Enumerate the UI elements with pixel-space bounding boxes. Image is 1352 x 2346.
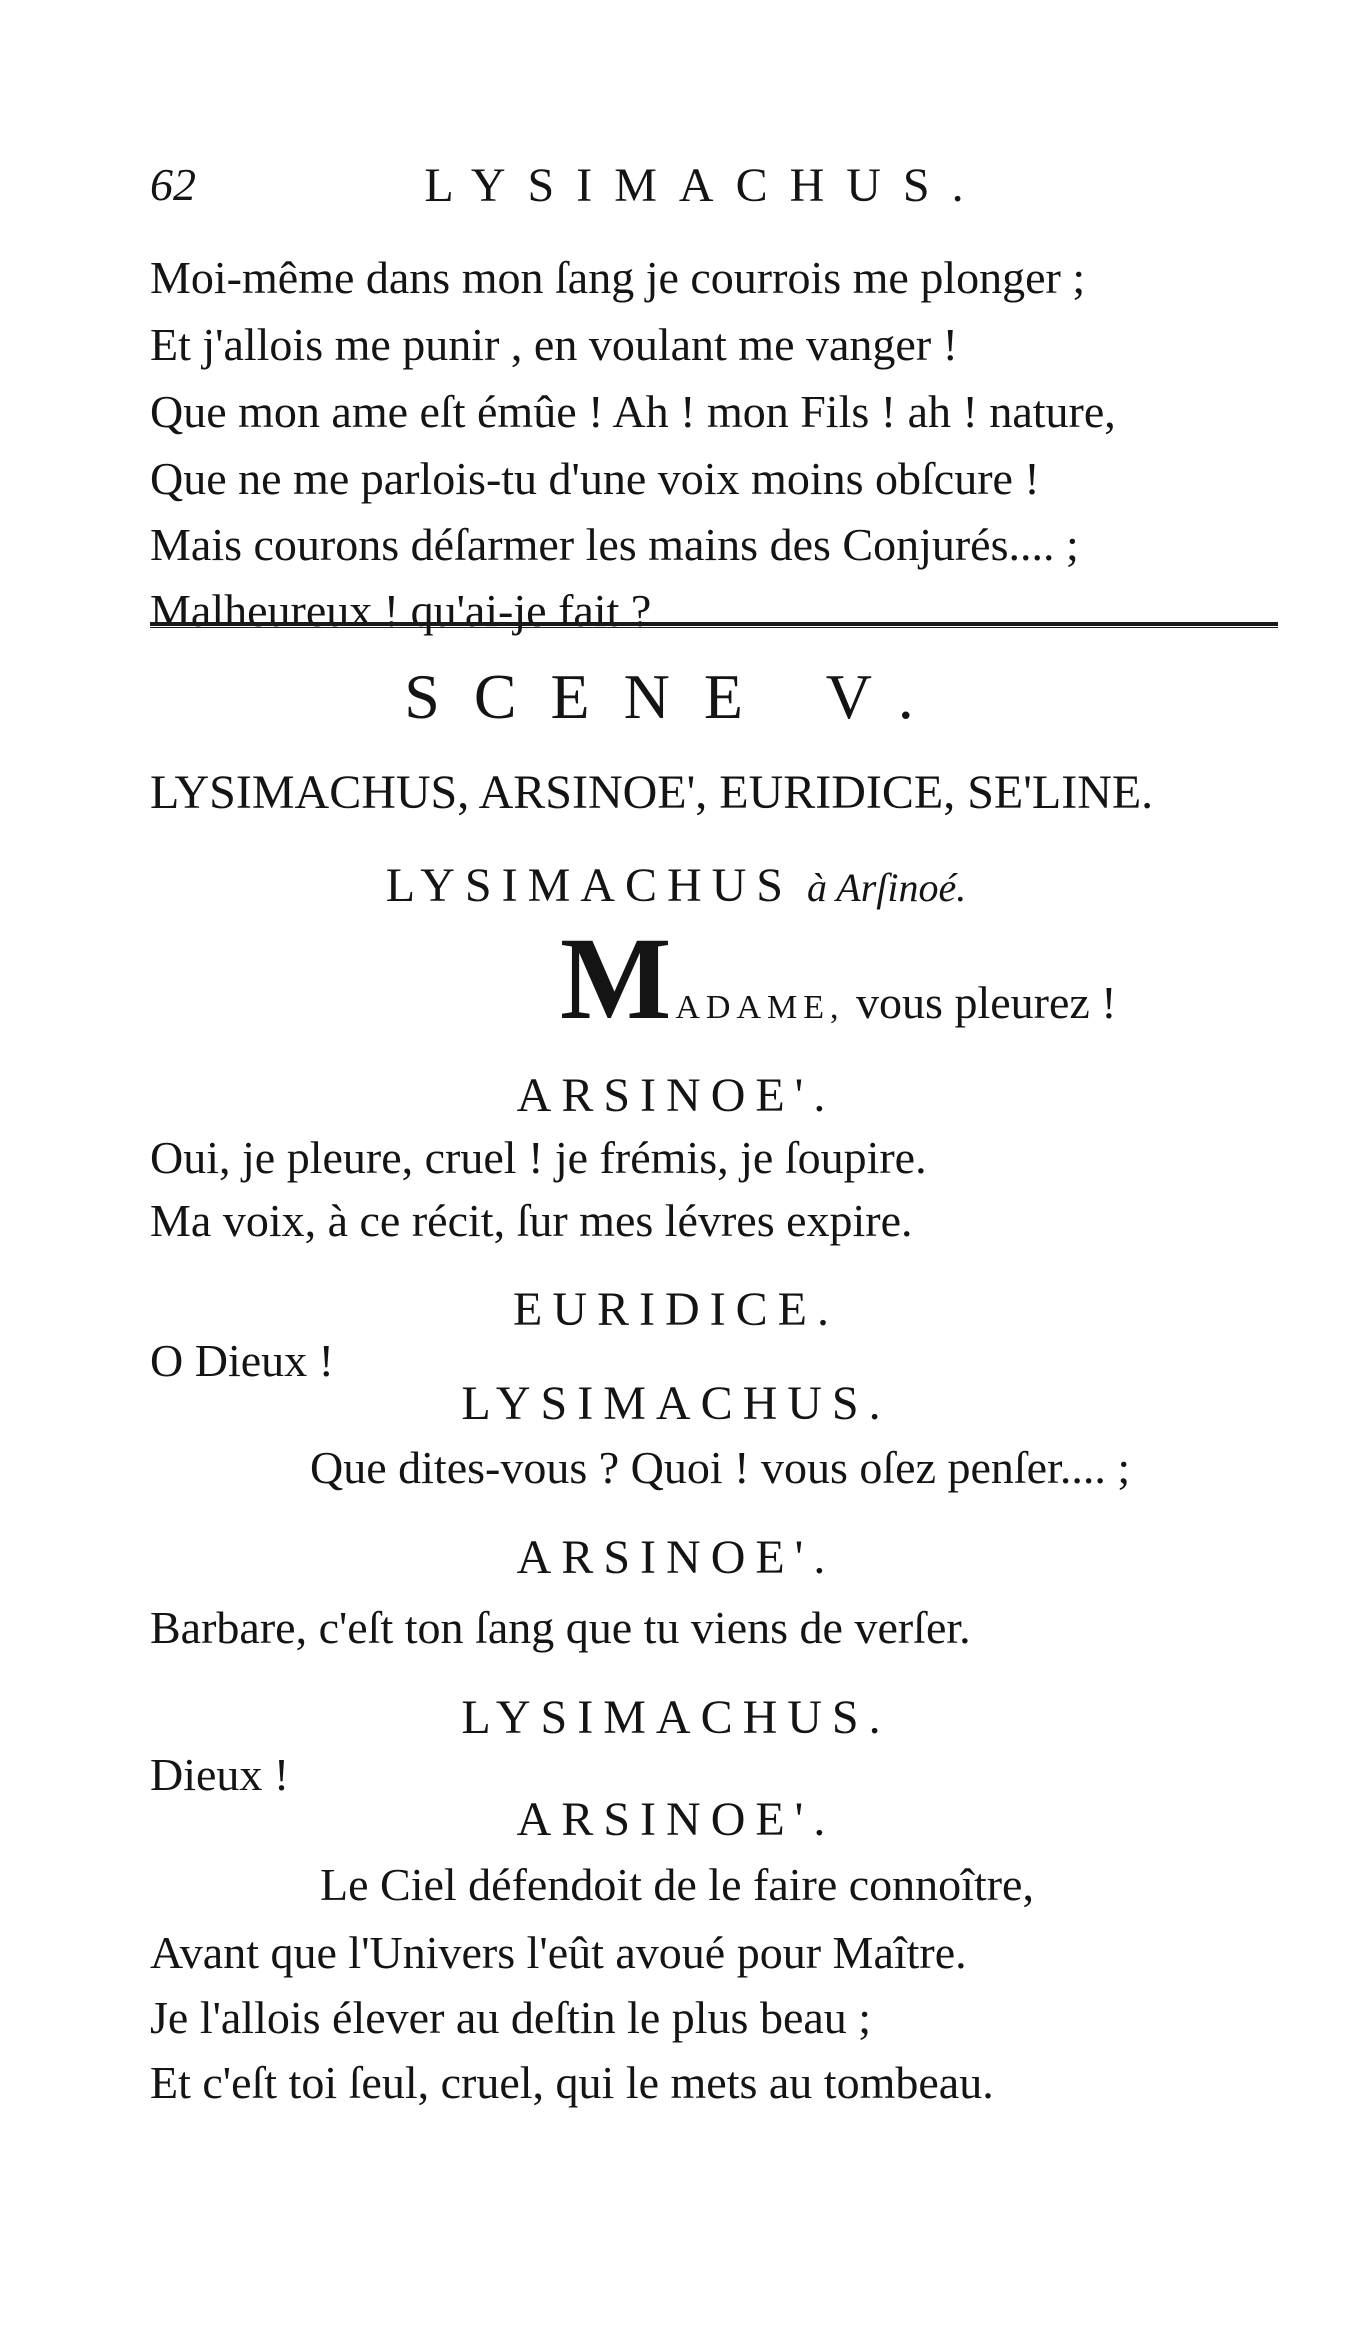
scene-title: SCENE V.: [404, 661, 948, 732]
verse-line: O Dieux !: [150, 1335, 334, 1386]
speaker-label: LYSIMACHUS: [385, 859, 793, 912]
verse-line: Et j'allois me punir , en voulant me vanger !: [150, 319, 958, 370]
verse-line: Avant que l'Univers l'eût avoué pour Maître.: [150, 1927, 967, 1978]
page-header: [150, 158, 1260, 228]
verse-line: Mais courons déſarmer les mains des Conjurés.... ;: [150, 519, 1079, 570]
verse-line: Oui, je pleure, cruel ! je frémis, je ſoupire.: [150, 1132, 927, 1183]
speaker-name: EURIDICE.: [513, 1283, 839, 1336]
speaker-name: LYSIMACHUS.: [461, 1377, 891, 1430]
verse-line: Barbare, c'eſt ton ſang que tu viens de verſer.: [150, 1602, 971, 1653]
page-number: 62: [150, 159, 196, 210]
scene-cast: LYSIMACHUS, ARSINOE', EURIDICE, SE'LINE.: [150, 766, 1154, 819]
verse-line: Le Ciel défendoit de le faire connoître,: [320, 1859, 1034, 1910]
verse-line: Et c'eſt toi ſeul, cruel, qui le mets au tombeau.: [150, 2057, 994, 2108]
stage-direction: à Arſinoé.: [806, 865, 967, 910]
dropcap-line: [560, 913, 1117, 1044]
speaker-name: LYSIMACHUS.: [461, 1691, 891, 1744]
small-caps-word: ADAME,: [675, 989, 845, 1026]
verse-line: Ma voix, à ce récit, ſur mes lévres expire.: [150, 1195, 913, 1246]
speaker-name: ARSINOE'.: [516, 1069, 836, 1122]
verse-text: vous pleurez !: [844, 977, 1117, 1028]
speaker-name: [0, 858, 1352, 913]
verse-line: Dieux !: [150, 1749, 290, 1800]
verse-line: Je l'allois élever au deſtin le plus beau ;: [150, 1992, 872, 2043]
running-title: LYSIMACHUS.: [424, 159, 986, 212]
speaker-name: ARSINOE'.: [516, 1793, 836, 1846]
verse-line: Que ne me parlois-tu d'une voix moins obſcure !: [150, 453, 1040, 504]
verse-line: Que dites-vous ? Quoi ! vous oſez penſer.... ;: [310, 1442, 1131, 1493]
verse-line: Malheureux ! qu'ai-je fait ?: [150, 585, 652, 636]
drop-cap: M: [560, 913, 672, 1044]
section-rule: [150, 622, 1278, 628]
verse-line: Que mon ame eſt émûe ! Ah ! mon Fils ! ah ! nature,: [150, 386, 1116, 437]
verse-line: Moi-même dans mon ſang je courrois me plonger ;: [150, 252, 1086, 303]
speaker-name: ARSINOE'.: [516, 1531, 836, 1584]
